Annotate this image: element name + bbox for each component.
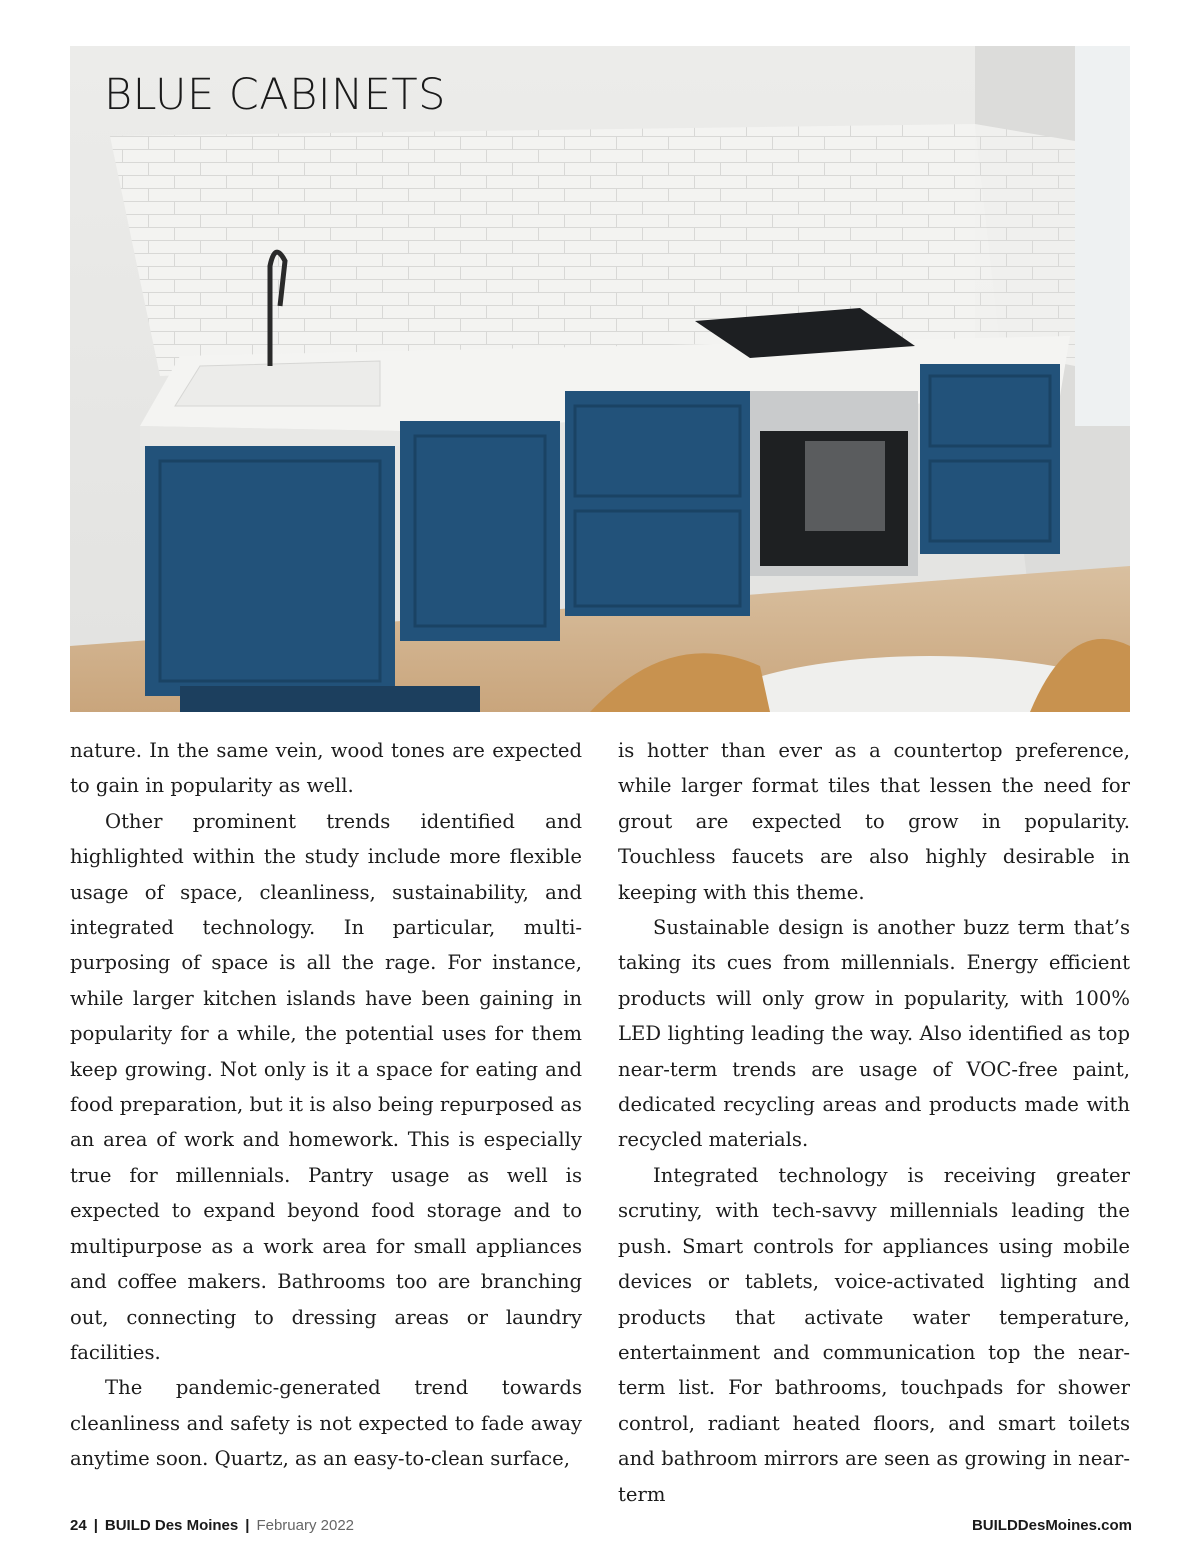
footer-separator: | (245, 1517, 250, 1534)
issue-date: February 2022 (256, 1517, 355, 1534)
paragraph: The pandemic-generated trend towards cleanliness and safety is not expected to fade away anytime soon. Quartz, as an easy-to-clean surface, (70, 1376, 582, 1471)
publication-name: BUILD Des Moines (104, 1517, 239, 1534)
paragraph: is hotter than ever as a countertop preference, while larger format tiles that lessen the need for grout are expected to grow in popularity. Touchless faucets are also highly desirable in keeping with this theme. (618, 739, 1130, 904)
article-left-column (70, 733, 582, 1477)
article-right-column (618, 733, 1130, 1512)
paragraph: Sustainable design is another buzz term that’s taking its cues from millennials. Energy efficient products will only grow in popularity, with 100% LED lighting leading the way. Also identified as top near-term trends are usage of VOC-free paint, dedicated recycling areas and products made with recycled materials. (618, 916, 1130, 1152)
page-number: 24 (70, 1517, 87, 1534)
paragraph: nature. In the same vein, wood tones are expected to gain in popularity as well. (70, 739, 582, 798)
hero-title: BLUE CABINETS (104, 70, 446, 120)
paragraph: Other prominent trends identified and highlighted within the study include more flexible usage of space, cleanliness, sustainability, and integrated technology. In particular, multi-purposing of space is all the rage. For instance, while larger kitchen islands have been gaining in popularity for a while, the potential uses for them keep growing. Not only is it a space for eating and food preparation, but it is also being repurposed as an area of work and homework. This is especially true for millennials. Pantry usage as well is expected to expand beyond food storage and to multipurpose as a work area for small appliances and coffee makers. Bathrooms too are branching out, connecting to dressing areas or laundry facilities. (70, 809, 582, 1364)
hero-photo (70, 46, 1130, 712)
paragraph: Integrated technology is receiving greater scrutiny, with tech-savvy millennials leading the push. Smart controls for appliances using mobile devices or tablets, voice-activated lighting and products that activate water temperature, entertainment and communication top the near-term list. For bathrooms, touchpads for shower control, radiant heated floors, and smart toilets and bathroom mirrors are seen as growing in near-term (618, 1163, 1130, 1506)
website-link[interactable]: BUILDDesMoines.com (971, 1517, 1132, 1534)
page-footer (70, 1517, 1132, 1539)
kitchen-illustration (70, 46, 1130, 712)
footer-separator: | (93, 1517, 98, 1534)
